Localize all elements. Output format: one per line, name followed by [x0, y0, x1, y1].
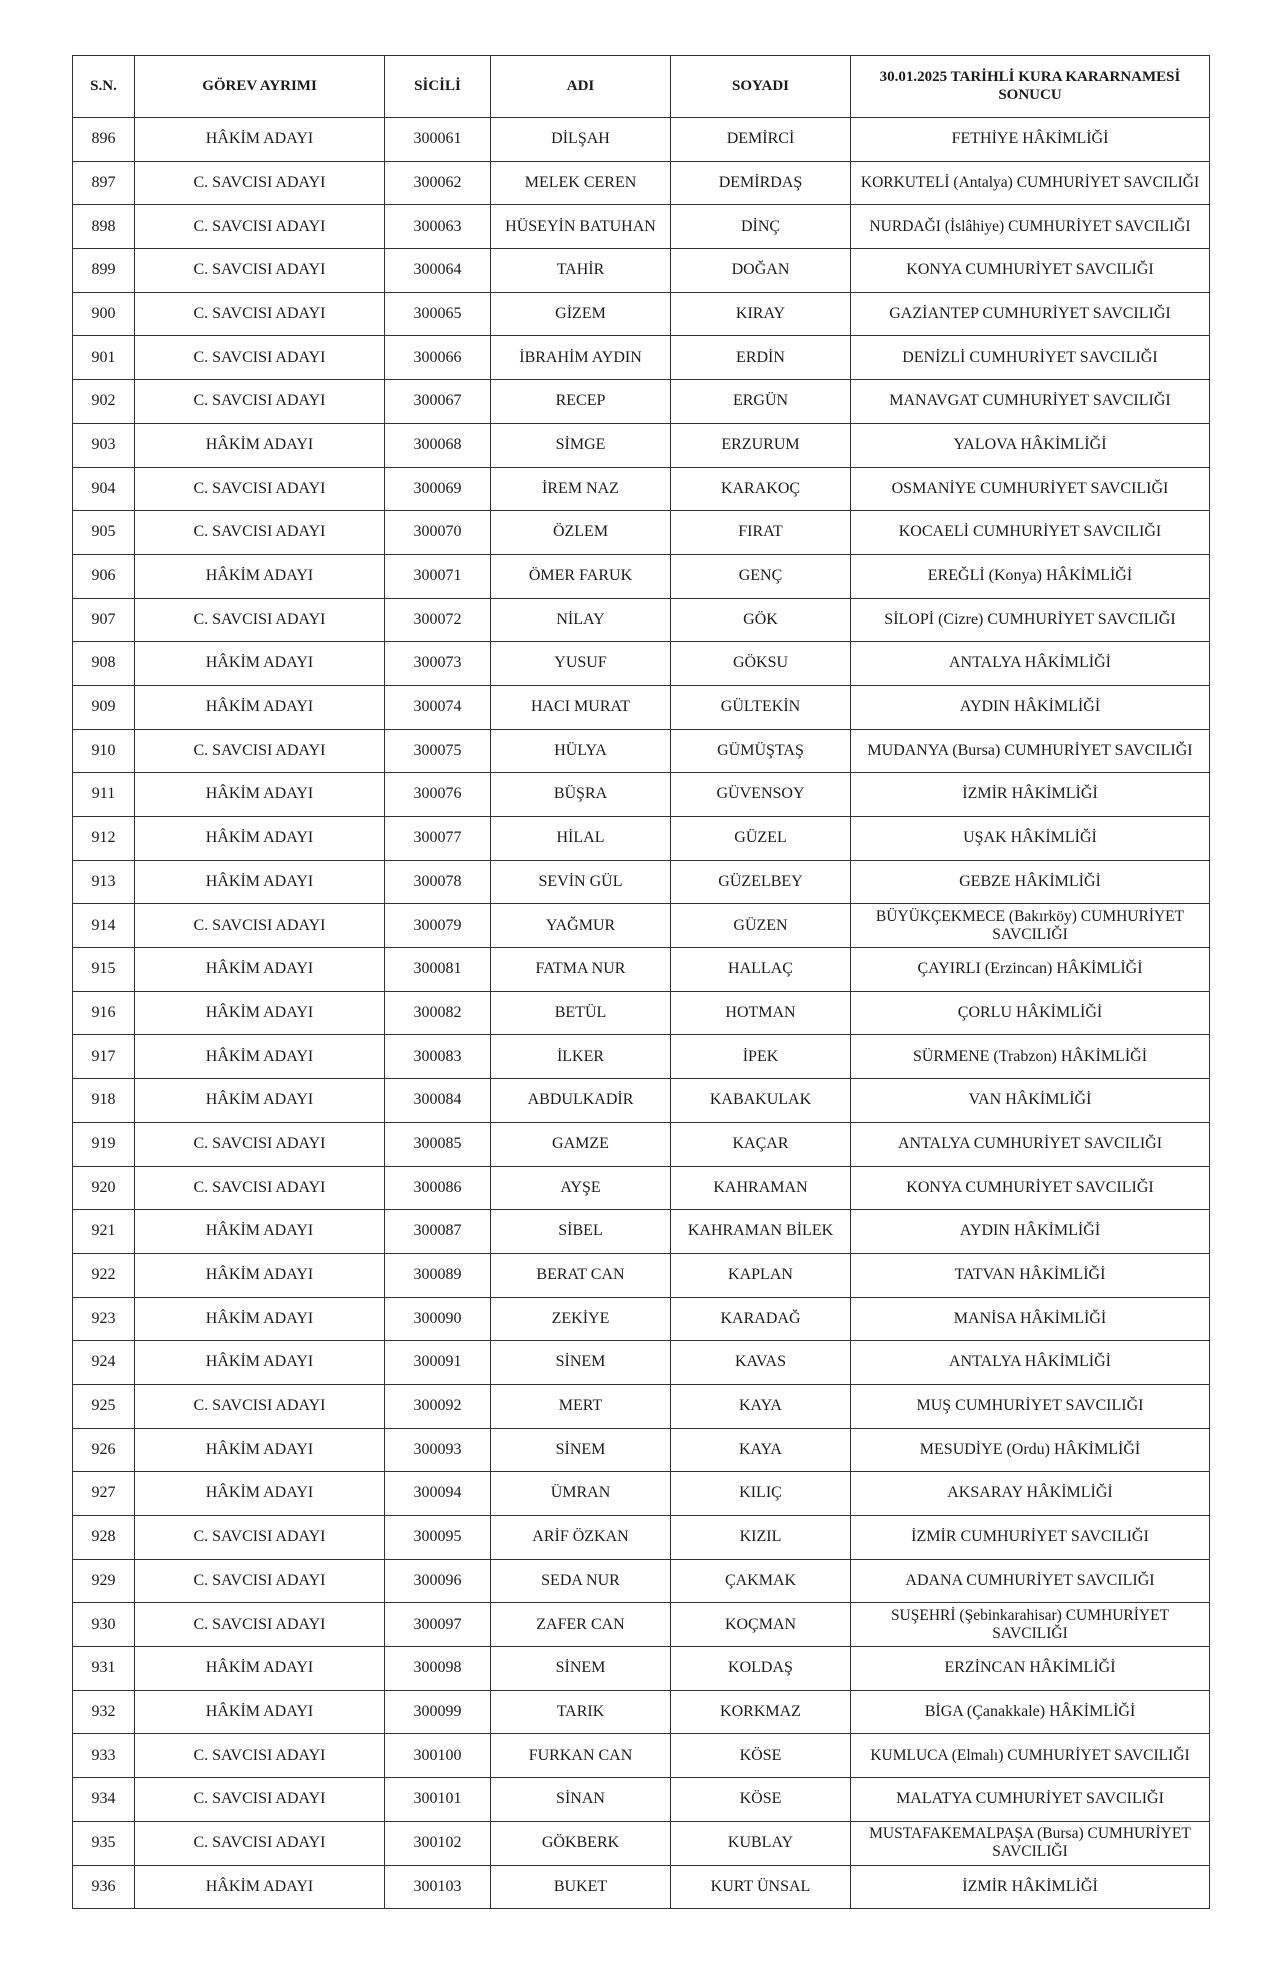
table-row: [73, 598, 1210, 642]
cell-sicili: 300072: [385, 598, 491, 642]
table-row: [73, 1428, 1210, 1472]
cell-sn: 928: [73, 1516, 135, 1560]
cell-kura-sonucu: AYDIN HÂKİMLİĞİ: [851, 1210, 1210, 1254]
table-row: [73, 1035, 1210, 1079]
cell-kura-sonucu: KUMLUCA (Elmalı) CUMHURİYET SAVCILIĞI: [851, 1734, 1210, 1778]
cell-kura-sonucu: İZMİR CUMHURİYET SAVCILIĞI: [851, 1516, 1210, 1560]
cell-adi: BETÜL: [491, 991, 671, 1035]
cell-gorev-ayrimi: C. SAVCISI ADAYI: [135, 1603, 385, 1647]
cell-gorev-ayrimi: C. SAVCISI ADAYI: [135, 1122, 385, 1166]
cell-kura-sonucu: EREĞLİ (Konya) HÂKİMLİĞİ: [851, 554, 1210, 598]
cell-gorev-ayrimi: HÂKİM ADAYI: [135, 1035, 385, 1079]
cell-soyadi: GÜLTEKİN: [671, 685, 851, 729]
cell-gorev-ayrimi: C. SAVCISI ADAYI: [135, 1559, 385, 1603]
cell-sicili: 300086: [385, 1166, 491, 1210]
cell-gorev-ayrimi: C. SAVCISI ADAYI: [135, 1778, 385, 1822]
cell-soyadi: HALLAÇ: [671, 948, 851, 992]
cell-kura-sonucu: TATVAN HÂKİMLİĞİ: [851, 1253, 1210, 1297]
table-row: [73, 1122, 1210, 1166]
table-row: [73, 817, 1210, 861]
cell-gorev-ayrimi: C. SAVCISI ADAYI: [135, 292, 385, 336]
cell-soyadi: KIZIL: [671, 1516, 851, 1560]
cell-sicili: 300075: [385, 729, 491, 773]
cell-soyadi: KAHRAMAN BİLEK: [671, 1210, 851, 1254]
header-gorev-ayrimi: GÖREV AYRIMI: [135, 56, 385, 118]
cell-gorev-ayrimi: HÂKİM ADAYI: [135, 1428, 385, 1472]
cell-sicili: 300066: [385, 336, 491, 380]
cell-sicili: 300062: [385, 161, 491, 205]
table-row: [73, 685, 1210, 729]
cell-kura-sonucu: BÜYÜKÇEKMECE (Bakırköy) CUMHURİYET SAVCILIĞI: [851, 904, 1210, 948]
cell-adi: SİNEM: [491, 1341, 671, 1385]
cell-soyadi: HOTMAN: [671, 991, 851, 1035]
cell-adi: ÖZLEM: [491, 511, 671, 555]
cell-sn: 926: [73, 1428, 135, 1472]
cell-adi: MELEK CEREN: [491, 161, 671, 205]
cell-adi: BERAT CAN: [491, 1253, 671, 1297]
cell-sicili: 300101: [385, 1778, 491, 1822]
cell-gorev-ayrimi: HÂKİM ADAYI: [135, 1210, 385, 1254]
table-row: [73, 292, 1210, 336]
table-row: [73, 1734, 1210, 1778]
cell-gorev-ayrimi: C. SAVCISI ADAYI: [135, 729, 385, 773]
cell-kura-sonucu: İZMİR HÂKİMLİĞİ: [851, 1865, 1210, 1909]
table-row: [73, 467, 1210, 511]
cell-adi: RECEP: [491, 380, 671, 424]
cell-sn: 898: [73, 205, 135, 249]
cell-soyadi: KABAKULAK: [671, 1079, 851, 1123]
cell-sicili: 300063: [385, 205, 491, 249]
cell-adi: SEDA NUR: [491, 1559, 671, 1603]
cell-adi: SİMGE: [491, 423, 671, 467]
cell-gorev-ayrimi: C. SAVCISI ADAYI: [135, 1734, 385, 1778]
cell-kura-sonucu: MESUDİYE (Ordu) HÂKİMLİĞİ: [851, 1428, 1210, 1472]
cell-soyadi: GÜZELBEY: [671, 860, 851, 904]
cell-gorev-ayrimi: C. SAVCISI ADAYI: [135, 249, 385, 293]
cell-soyadi: KURT ÜNSAL: [671, 1865, 851, 1909]
cell-kura-sonucu: DENİZLİ CUMHURİYET SAVCILIĞI: [851, 336, 1210, 380]
cell-kura-sonucu: ANTALYA CUMHURİYET SAVCILIĞI: [851, 1122, 1210, 1166]
table-row: [73, 1253, 1210, 1297]
cell-gorev-ayrimi: C. SAVCISI ADAYI: [135, 904, 385, 948]
cell-kura-sonucu: KONYA CUMHURİYET SAVCILIĞI: [851, 249, 1210, 293]
cell-sn: 902: [73, 380, 135, 424]
table-body: [73, 118, 1210, 1909]
cell-sn: 901: [73, 336, 135, 380]
cell-sicili: 300090: [385, 1297, 491, 1341]
cell-soyadi: KAYA: [671, 1384, 851, 1428]
cell-sn: 914: [73, 904, 135, 948]
cell-kura-sonucu: İZMİR HÂKİMLİĞİ: [851, 773, 1210, 817]
cell-sn: 905: [73, 511, 135, 555]
cell-gorev-ayrimi: C. SAVCISI ADAYI: [135, 336, 385, 380]
cell-soyadi: DEMİRCİ: [671, 118, 851, 162]
cell-sicili: 300077: [385, 817, 491, 861]
cell-sicili: 300089: [385, 1253, 491, 1297]
cell-soyadi: DİNÇ: [671, 205, 851, 249]
cell-gorev-ayrimi: HÂKİM ADAYI: [135, 1297, 385, 1341]
cell-sicili: 300082: [385, 991, 491, 1035]
cell-soyadi: KÖSE: [671, 1778, 851, 1822]
cell-adi: HACI MURAT: [491, 685, 671, 729]
header-adi: ADI: [491, 56, 671, 118]
cell-kura-sonucu: NURDAĞI (İslâhiye) CUMHURİYET SAVCILIĞI: [851, 205, 1210, 249]
table-row: [73, 1516, 1210, 1560]
cell-gorev-ayrimi: HÂKİM ADAYI: [135, 1253, 385, 1297]
cell-soyadi: GÜZEL: [671, 817, 851, 861]
cell-kura-sonucu: ANTALYA HÂKİMLİĞİ: [851, 642, 1210, 686]
cell-sn: 913: [73, 860, 135, 904]
cell-adi: ABDULKADİR: [491, 1079, 671, 1123]
cell-gorev-ayrimi: C. SAVCISI ADAYI: [135, 1166, 385, 1210]
cell-soyadi: GÖK: [671, 598, 851, 642]
cell-kura-sonucu: KONYA CUMHURİYET SAVCILIĞI: [851, 1166, 1210, 1210]
cell-sicili: 300069: [385, 467, 491, 511]
cell-sicili: 300078: [385, 860, 491, 904]
cell-sicili: 300099: [385, 1690, 491, 1734]
cell-sicili: 300065: [385, 292, 491, 336]
cell-sn: 907: [73, 598, 135, 642]
cell-soyadi: GÖKSU: [671, 642, 851, 686]
cell-kura-sonucu: YALOVA HÂKİMLİĞİ: [851, 423, 1210, 467]
cell-kura-sonucu: KOCAELİ CUMHURİYET SAVCILIĞI: [851, 511, 1210, 555]
table-row: [73, 1079, 1210, 1123]
cell-gorev-ayrimi: HÂKİM ADAYI: [135, 685, 385, 729]
table-row: [73, 1778, 1210, 1822]
cell-adi: AYŞE: [491, 1166, 671, 1210]
cell-gorev-ayrimi: HÂKİM ADAYI: [135, 817, 385, 861]
table-row: [73, 1865, 1210, 1909]
cell-sicili: 300096: [385, 1559, 491, 1603]
cell-soyadi: ERZURUM: [671, 423, 851, 467]
cell-soyadi: KAYA: [671, 1428, 851, 1472]
cell-soyadi: KILIÇ: [671, 1472, 851, 1516]
cell-adi: SİBEL: [491, 1210, 671, 1254]
cell-sicili: 300091: [385, 1341, 491, 1385]
cell-sn: 918: [73, 1079, 135, 1123]
cell-gorev-ayrimi: C. SAVCISI ADAYI: [135, 467, 385, 511]
table-row: [73, 860, 1210, 904]
table-row: [73, 554, 1210, 598]
cell-adi: TARIK: [491, 1690, 671, 1734]
cell-sn: 912: [73, 817, 135, 861]
cell-gorev-ayrimi: C. SAVCISI ADAYI: [135, 1384, 385, 1428]
cell-adi: HÜLYA: [491, 729, 671, 773]
table-header-row: [73, 56, 1210, 118]
cell-adi: BUKET: [491, 1865, 671, 1909]
table-row: [73, 380, 1210, 424]
cell-adi: ÖMER FARUK: [491, 554, 671, 598]
cell-sicili: 300079: [385, 904, 491, 948]
cell-sn: 927: [73, 1472, 135, 1516]
cell-kura-sonucu: AKSARAY HÂKİMLİĞİ: [851, 1472, 1210, 1516]
cell-sn: 923: [73, 1297, 135, 1341]
cell-sn: 917: [73, 1035, 135, 1079]
cell-sicili: 300098: [385, 1647, 491, 1691]
cell-sicili: 300087: [385, 1210, 491, 1254]
header-kura-sonucu: 30.01.2025 TARİHLİ KURA KARARNAMESİ SONUCU: [851, 56, 1210, 118]
cell-gorev-ayrimi: HÂKİM ADAYI: [135, 1341, 385, 1385]
table-row: [73, 1341, 1210, 1385]
table-row: [73, 1384, 1210, 1428]
cell-adi: YUSUF: [491, 642, 671, 686]
cell-adi: İLKER: [491, 1035, 671, 1079]
cell-sn: 899: [73, 249, 135, 293]
cell-soyadi: KARAKOÇ: [671, 467, 851, 511]
cell-kura-sonucu: VAN HÂKİMLİĞİ: [851, 1079, 1210, 1123]
cell-kura-sonucu: MALATYA CUMHURİYET SAVCILIĞI: [851, 1778, 1210, 1822]
cell-sn: 933: [73, 1734, 135, 1778]
cell-kura-sonucu: GEBZE HÂKİMLİĞİ: [851, 860, 1210, 904]
cell-gorev-ayrimi: C. SAVCISI ADAYI: [135, 1516, 385, 1560]
cell-sn: 916: [73, 991, 135, 1035]
cell-sicili: 300071: [385, 554, 491, 598]
cell-sicili: 300092: [385, 1384, 491, 1428]
cell-sn: 896: [73, 118, 135, 162]
cell-kura-sonucu: AYDIN HÂKİMLİĞİ: [851, 685, 1210, 729]
cell-gorev-ayrimi: C. SAVCISI ADAYI: [135, 161, 385, 205]
cell-soyadi: ÇAKMAK: [671, 1559, 851, 1603]
cell-sn: 919: [73, 1122, 135, 1166]
table-row: [73, 511, 1210, 555]
table-row: [73, 1647, 1210, 1691]
cell-adi: MERT: [491, 1384, 671, 1428]
cell-soyadi: KAPLAN: [671, 1253, 851, 1297]
cell-sicili: 300083: [385, 1035, 491, 1079]
cell-soyadi: KAÇAR: [671, 1122, 851, 1166]
cell-sn: 936: [73, 1865, 135, 1909]
cell-adi: SİNEM: [491, 1647, 671, 1691]
cell-soyadi: KAVAS: [671, 1341, 851, 1385]
cell-sn: 930: [73, 1603, 135, 1647]
cell-sicili: 300103: [385, 1865, 491, 1909]
table-row: [73, 1166, 1210, 1210]
cell-adi: GAMZE: [491, 1122, 671, 1166]
cell-sicili: 300064: [385, 249, 491, 293]
cell-kura-sonucu: KORKUTELİ (Antalya) CUMHURİYET SAVCILIĞI: [851, 161, 1210, 205]
cell-sn: 915: [73, 948, 135, 992]
header-soyadi: SOYADI: [671, 56, 851, 118]
cell-soyadi: KOLDAŞ: [671, 1647, 851, 1691]
cell-sn: 910: [73, 729, 135, 773]
cell-soyadi: GÜMÜŞTAŞ: [671, 729, 851, 773]
cell-kura-sonucu: MUŞ CUMHURİYET SAVCILIĞI: [851, 1384, 1210, 1428]
table-row: [73, 1603, 1210, 1647]
table-row: [73, 1297, 1210, 1341]
cell-sn: 921: [73, 1210, 135, 1254]
cell-kura-sonucu: MUSTAFAKEMALPAŞA (Bursa) CUMHURİYET SAVCILIĞI: [851, 1821, 1210, 1865]
table-row: [73, 205, 1210, 249]
cell-soyadi: DEMİRDAŞ: [671, 161, 851, 205]
cell-kura-sonucu: FETHİYE HÂKİMLİĞİ: [851, 118, 1210, 162]
cell-soyadi: KUBLAY: [671, 1821, 851, 1865]
cell-soyadi: KARADAĞ: [671, 1297, 851, 1341]
cell-kura-sonucu: ERZİNCAN HÂKİMLİĞİ: [851, 1647, 1210, 1691]
cell-gorev-ayrimi: HÂKİM ADAYI: [135, 554, 385, 598]
cell-sicili: 300093: [385, 1428, 491, 1472]
table-row: [73, 249, 1210, 293]
cell-gorev-ayrimi: HÂKİM ADAYI: [135, 1647, 385, 1691]
cell-gorev-ayrimi: HÂKİM ADAYI: [135, 1865, 385, 1909]
cell-soyadi: ERGÜN: [671, 380, 851, 424]
cell-soyadi: DOĞAN: [671, 249, 851, 293]
cell-sn: 908: [73, 642, 135, 686]
cell-soyadi: KOÇMAN: [671, 1603, 851, 1647]
table-row: [73, 904, 1210, 948]
cell-adi: NİLAY: [491, 598, 671, 642]
cell-sicili: 300076: [385, 773, 491, 817]
cell-sn: 924: [73, 1341, 135, 1385]
table-row: [73, 161, 1210, 205]
cell-gorev-ayrimi: HÂKİM ADAYI: [135, 1472, 385, 1516]
cell-kura-sonucu: MUDANYA (Bursa) CUMHURİYET SAVCILIĞI: [851, 729, 1210, 773]
cell-gorev-ayrimi: C. SAVCISI ADAYI: [135, 205, 385, 249]
table-row: [73, 1690, 1210, 1734]
cell-sn: 906: [73, 554, 135, 598]
cell-sicili: 300067: [385, 380, 491, 424]
cell-soyadi: ERDİN: [671, 336, 851, 380]
cell-gorev-ayrimi: HÂKİM ADAYI: [135, 1079, 385, 1123]
cell-sicili: 300081: [385, 948, 491, 992]
cell-sn: 920: [73, 1166, 135, 1210]
cell-sn: 929: [73, 1559, 135, 1603]
cell-sicili: 300085: [385, 1122, 491, 1166]
cell-gorev-ayrimi: C. SAVCISI ADAYI: [135, 1821, 385, 1865]
cell-adi: HİLAL: [491, 817, 671, 861]
cell-adi: HÜSEYİN BATUHAN: [491, 205, 671, 249]
cell-sicili: 300102: [385, 1821, 491, 1865]
cell-kura-sonucu: MANİSA HÂKİMLİĞİ: [851, 1297, 1210, 1341]
cell-adi: ÜMRAN: [491, 1472, 671, 1516]
cell-gorev-ayrimi: HÂKİM ADAYI: [135, 423, 385, 467]
cell-kura-sonucu: SÜRMENE (Trabzon) HÂKİMLİĞİ: [851, 1035, 1210, 1079]
cell-sn: 900: [73, 292, 135, 336]
cell-kura-sonucu: BİGA (Çanakkale) HÂKİMLİĞİ: [851, 1690, 1210, 1734]
cell-sn: 934: [73, 1778, 135, 1822]
table-row: [73, 1559, 1210, 1603]
cell-adi: ZEKİYE: [491, 1297, 671, 1341]
cell-sn: 911: [73, 773, 135, 817]
table-row: [73, 336, 1210, 380]
cell-sicili: 300095: [385, 1516, 491, 1560]
cell-soyadi: GÜZEN: [671, 904, 851, 948]
cell-adi: FURKAN CAN: [491, 1734, 671, 1778]
table-row: [73, 1472, 1210, 1516]
cell-adi: SİNAN: [491, 1778, 671, 1822]
cell-kura-sonucu: ÇORLU HÂKİMLİĞİ: [851, 991, 1210, 1035]
header-sicili: SİCİLİ: [385, 56, 491, 118]
table-row: [73, 729, 1210, 773]
cell-adi: İBRAHİM AYDIN: [491, 336, 671, 380]
cell-gorev-ayrimi: C. SAVCISI ADAYI: [135, 380, 385, 424]
assignment-table: [72, 55, 1210, 1909]
cell-soyadi: KAHRAMAN: [671, 1166, 851, 1210]
cell-adi: BÜŞRA: [491, 773, 671, 817]
cell-kura-sonucu: UŞAK HÂKİMLİĞİ: [851, 817, 1210, 861]
cell-kura-sonucu: SİLOPİ (Cizre) CUMHURİYET SAVCILIĞI: [851, 598, 1210, 642]
cell-sn: 922: [73, 1253, 135, 1297]
cell-soyadi: İPEK: [671, 1035, 851, 1079]
table-row: [73, 1821, 1210, 1865]
cell-gorev-ayrimi: C. SAVCISI ADAYI: [135, 511, 385, 555]
cell-gorev-ayrimi: HÂKİM ADAYI: [135, 948, 385, 992]
cell-adi: YAĞMUR: [491, 904, 671, 948]
table-row: [73, 423, 1210, 467]
table-row: [73, 991, 1210, 1035]
cell-sicili: 300061: [385, 118, 491, 162]
table-row: [73, 948, 1210, 992]
cell-gorev-ayrimi: HÂKİM ADAYI: [135, 773, 385, 817]
cell-gorev-ayrimi: C. SAVCISI ADAYI: [135, 598, 385, 642]
cell-adi: İREM NAZ: [491, 467, 671, 511]
cell-sicili: 300070: [385, 511, 491, 555]
cell-sn: 897: [73, 161, 135, 205]
cell-adi: DİLŞAH: [491, 118, 671, 162]
cell-sicili: 300074: [385, 685, 491, 729]
cell-sicili: 300084: [385, 1079, 491, 1123]
cell-sicili: 300068: [385, 423, 491, 467]
cell-adi: SEVİN GÜL: [491, 860, 671, 904]
cell-gorev-ayrimi: HÂKİM ADAYI: [135, 642, 385, 686]
cell-soyadi: KÖSE: [671, 1734, 851, 1778]
cell-adi: SİNEM: [491, 1428, 671, 1472]
cell-sicili: 300073: [385, 642, 491, 686]
cell-soyadi: GÜVENSOY: [671, 773, 851, 817]
cell-kura-sonucu: MANAVGAT CUMHURİYET SAVCILIĞI: [851, 380, 1210, 424]
cell-adi: ARİF ÖZKAN: [491, 1516, 671, 1560]
cell-sn: 903: [73, 423, 135, 467]
cell-soyadi: FIRAT: [671, 511, 851, 555]
cell-kura-sonucu: ÇAYIRLI (Erzincan) HÂKİMLİĞİ: [851, 948, 1210, 992]
cell-sn: 904: [73, 467, 135, 511]
cell-kura-sonucu: ANTALYA HÂKİMLİĞİ: [851, 1341, 1210, 1385]
cell-adi: FATMA NUR: [491, 948, 671, 992]
cell-sn: 932: [73, 1690, 135, 1734]
cell-adi: TAHİR: [491, 249, 671, 293]
cell-sn: 931: [73, 1647, 135, 1691]
cell-sn: 935: [73, 1821, 135, 1865]
cell-kura-sonucu: SUŞEHRİ (Şebinkarahisar) CUMHURİYET SAVCILIĞI: [851, 1603, 1210, 1647]
cell-kura-sonucu: OSMANİYE CUMHURİYET SAVCILIĞI: [851, 467, 1210, 511]
cell-gorev-ayrimi: HÂKİM ADAYI: [135, 991, 385, 1035]
cell-soyadi: GENÇ: [671, 554, 851, 598]
cell-sn: 909: [73, 685, 135, 729]
header-sn: S.N.: [73, 56, 135, 118]
table-row: [73, 773, 1210, 817]
cell-gorev-ayrimi: HÂKİM ADAYI: [135, 1690, 385, 1734]
table-row: [73, 642, 1210, 686]
table-row: [73, 1210, 1210, 1254]
cell-kura-sonucu: ADANA CUMHURİYET SAVCILIĞI: [851, 1559, 1210, 1603]
cell-gorev-ayrimi: HÂKİM ADAYI: [135, 118, 385, 162]
cell-sn: 925: [73, 1384, 135, 1428]
cell-adi: GİZEM: [491, 292, 671, 336]
cell-adi: GÖKBERK: [491, 1821, 671, 1865]
cell-sicili: 300094: [385, 1472, 491, 1516]
cell-adi: ZAFER CAN: [491, 1603, 671, 1647]
cell-gorev-ayrimi: HÂKİM ADAYI: [135, 860, 385, 904]
table-row: [73, 118, 1210, 162]
cell-sicili: 300097: [385, 1603, 491, 1647]
cell-soyadi: KIRAY: [671, 292, 851, 336]
cell-sicili: 300100: [385, 1734, 491, 1778]
cell-soyadi: KORKMAZ: [671, 1690, 851, 1734]
cell-kura-sonucu: GAZİANTEP CUMHURİYET SAVCILIĞI: [851, 292, 1210, 336]
